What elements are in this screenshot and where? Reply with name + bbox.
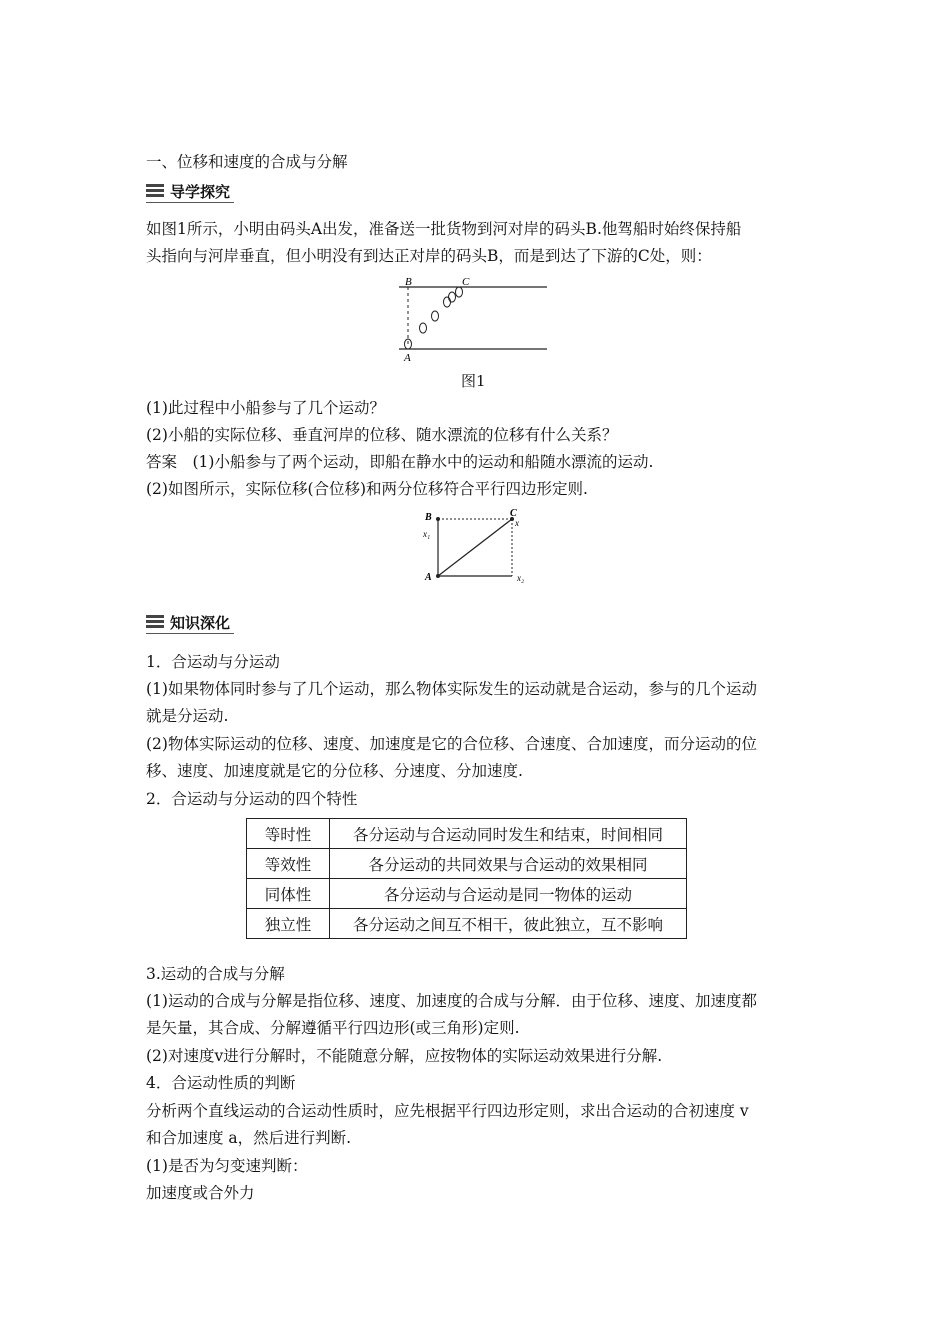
badge-underline: [146, 633, 234, 634]
label-A: A: [425, 572, 432, 583]
badge-label: 导学探究: [170, 182, 231, 201]
table-row: [247, 879, 687, 909]
k4-p2: (1)是否为匀变速判断：: [146, 1157, 308, 1175]
question-1: (1)此过程中小船参与了几个运动？: [146, 399, 385, 417]
boat-icon: [444, 297, 451, 307]
property-desc: 各分运动之间互不相干，彼此独立，互不影响: [330, 909, 687, 939]
property-desc: 各分运动的共同效果与合运动的效果相同: [330, 849, 687, 879]
label-x1: x₁: [423, 529, 431, 539]
label-B: B: [425, 512, 432, 523]
k3-p1a: (1)运动的合成与分解是指位移、速度、加速度的合成与分解．由于位移、速度、加速度都: [146, 992, 757, 1010]
table-row: [247, 819, 687, 849]
k3-p2: (2)对速度v进行分解时，不能随意分解，应按物体的实际运动效果进行分解.: [146, 1047, 663, 1065]
answer-2: (2)如图所示，实际位移(合位移)和两分位移符合平行四边形定则.: [146, 480, 588, 498]
properties-table: [246, 818, 687, 939]
k1-p2a: (2)物体实际运动的位移、速度、加速度是它的合位移、合速度、合加速度，而分运动的位: [146, 735, 757, 753]
section-title: 一、位移和速度的合成与分解: [146, 153, 348, 171]
table-row: [247, 909, 687, 939]
property-name: 同体性: [247, 879, 330, 909]
k3-p1b: 是矢量，其合成、分解遵循平行四边形(或三角形)定则.: [146, 1019, 520, 1037]
list-icon: [146, 184, 164, 198]
boat-icon: [449, 292, 456, 302]
k4-p3: 加速度或合外力: [146, 1184, 255, 1202]
k4-title: 4．合运动性质的判断: [146, 1074, 296, 1092]
k1-p1a: (1)如果物体同时参与了几个运动，那么物体实际发生的运动就是合运动，参与的几个运动: [146, 680, 757, 698]
label-C: C: [510, 508, 517, 519]
question-2: (2)小船的实际位移、垂直河岸的位移、随水漂流的位移有什么关系？: [146, 426, 618, 444]
label-A: A: [404, 352, 411, 364]
label-x: x: [515, 518, 519, 528]
vector-x: [438, 519, 512, 576]
property-desc: 各分运动与合运动同时发生和结束，时间相同: [330, 819, 687, 849]
answer-1: 答案 (1)小船参与了两个运动，即船在静水中的运动和船随水漂流的运动.: [146, 453, 654, 471]
k4-p1b: 和合加速度 a，然后进行判断.: [146, 1129, 352, 1147]
property-name: 等效性: [247, 849, 330, 879]
k2-title: 2．合运动与分运动的四个特性: [146, 790, 358, 808]
list-icon: [146, 615, 164, 629]
property-name: 独立性: [247, 909, 330, 939]
label-C: C: [462, 276, 470, 288]
intro-line-1: 如图1所示，小明由码头A出发，准备送一批货物到河对岸的码头B.他驾船时始终保持船: [146, 220, 742, 238]
property-name: 等时性: [247, 819, 330, 849]
heading-badge-guide: [146, 181, 230, 201]
boat-icon: [432, 311, 439, 321]
figure-1-river: [396, 274, 552, 364]
badge-label: 知识深化: [170, 613, 231, 632]
label-x2: x₂: [517, 573, 525, 583]
k4-p1a: 分析两个直线运动的合运动性质时，应先根据平行四边形定则，求出合运动的合初速度 v: [146, 1102, 749, 1120]
point-A: [436, 574, 440, 578]
k3-title: 3.运动的合成与分解: [146, 965, 285, 983]
k1-p1b: 就是分运动.: [146, 707, 229, 725]
badge-underline: [146, 202, 234, 203]
intro-line-2: 头指向与河岸垂直，但小明没有到达正对岸的码头B，而是到达了下游的C处，则：: [146, 247, 712, 265]
k1-p2b: 移、速度、加速度就是它的分位移、分速度、分加速度.: [146, 762, 523, 780]
figure-1-caption: 图1: [461, 372, 486, 390]
boat-icon: [456, 287, 463, 297]
k1-title: 1．合运动与分运动: [146, 653, 280, 671]
point-B: [436, 517, 440, 521]
heading-badge-knowledge: [146, 612, 230, 632]
table-row: [247, 849, 687, 879]
property-desc: 各分运动与合运动是同一物体的运动: [330, 879, 687, 909]
label-B: B: [405, 276, 412, 288]
boat-icon: [420, 323, 427, 333]
figure-2-displacement: [420, 505, 532, 587]
